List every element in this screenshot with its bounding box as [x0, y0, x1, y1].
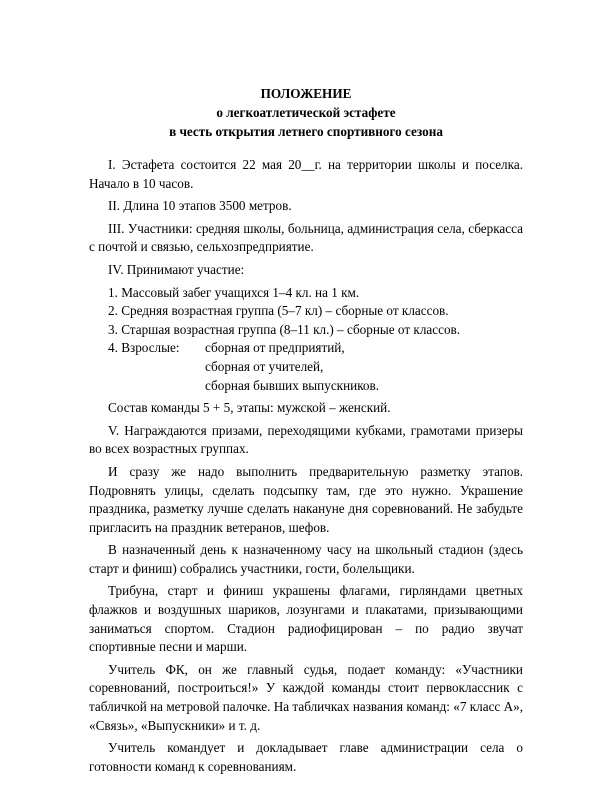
body-paragraph-4: Учитель ФК, он же главный судья, подает команду: «Участники соревнований, построиться!» У каждой команды стоит первоклассник с табличкой на метровой палочке. На табличках названия команд: «7 класс А», «Связь», «Выпускники» и т. д. — [89, 661, 523, 733]
participants-item-3: 3. Старшая возрастная группа (8–11 кл.) – сборные от классов. — [108, 321, 461, 337]
body-paragraph-5: Учитель командует и докладывает главе администрации села о готовности команд к соревнованиям. — [89, 740, 523, 774]
team-composition: Состав команды 5 + 5, этапы: мужской – женский. — [108, 400, 391, 416]
section-2: II. Длина 10 этапов 3500 метров. — [108, 198, 292, 214]
adults-team-1: сборная от предприятий, — [205, 340, 345, 356]
adults-label: 4. Взрослые: — [108, 340, 180, 356]
body-paragraph-2: В назначенный день к назначенному часу на школьный стадион (здесь старт и финиш) собрались участники, гости, болельщики. — [89, 542, 523, 576]
title-block — [89, 84, 523, 141]
body-paragraph-3: Трибуна, старт и финиш украшены флагами, гирляндами цветных флажков и воздушных шариков, лозунгами и плакатами, призывающими заниматься спортом. Стадион радиофицирован – по радио звучат спортивные песни и марши. — [89, 583, 523, 655]
section-4: IV. Принимают участие: — [108, 261, 245, 277]
participants-item-1: 1. Массовый забег учащихся 1–4 кл. на 1 км. — [108, 284, 360, 300]
participants-item-4 — [89, 339, 523, 358]
body-paragraph-1: И сразу же надо выполнить предварительную разметку этапов. Подровнять улицы, сделать подсыпку там, где это нужно. Украшение праздника, разметку лучше сделать накануне дня соревнований. Не забудьте пригласить на праздник ветеранов, шефов. — [89, 463, 523, 535]
document-title: ПОЛОЖЕНИЕ — [260, 86, 352, 101]
document-page — [89, 84, 523, 780]
adults-team-2: сборная от учителей, — [205, 358, 324, 374]
section-1: I. Эстафета состоится 22 мая 20__г. на территории школы и поселка. Начало в 10 часов. — [89, 157, 523, 191]
document-subtitle: о легкоатлетической эстафете — [216, 105, 396, 120]
document-subtitle-2: в честь открытия летнего спортивного сезона — [169, 124, 443, 139]
section-3: III. Участники: средняя школы, больница, администрация села, сберкасса с почтой и связью, сельхозпредприятие. — [89, 220, 523, 255]
section-5: V. Награждаются призами, переходящими кубками, грамотами призеры во всех возрастных группах. — [89, 422, 523, 457]
participants-item-2: 2. Средняя возрастная группа (5–7 кл) – сборные от классов. — [108, 303, 449, 319]
adults-team-3: сборная бывших выпускников. — [205, 377, 380, 393]
